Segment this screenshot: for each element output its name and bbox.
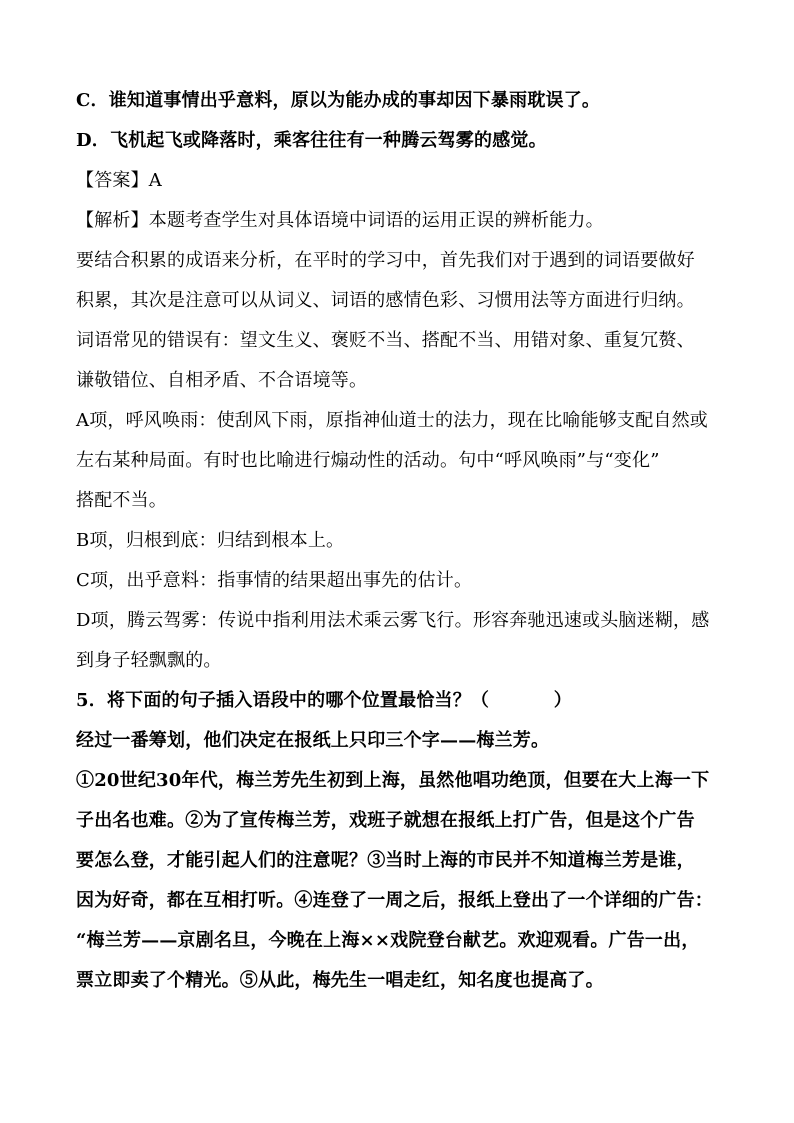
analysis-intro: 【解析】本题考查学生对具体语境中词语的运用正误的辨析能力。 (76, 210, 604, 231)
question-5-passage-line: 要怎么登，才能引起人们的注意呢？③当时上海的市民并不知道梅兰芳是谁， (76, 850, 695, 871)
analysis-line: 积累，其次是注意可以从词义、词语的感情色彩、习惯用法等方面进行归纳。 (76, 290, 695, 311)
document-page (76, 81, 736, 1001)
question-5-passage-line: 因为好奇，都在互相打听。④连登了一周之后，报纸上登出了一个详细的广告： (76, 890, 713, 911)
analysis-item-d: D项，腾云驾雾：传说中指利用法术乘云雾飞行。形容奔驰迅速或头脑迷糊，感 (76, 610, 710, 631)
question-5-stem: 5．将下面的句子插入语段中的哪个位置最恰当？（ ） (76, 690, 572, 711)
question-5-passage-line: ①20世纪30年代，梅兰芳先生初到上海，虽然他唱功绝顶，但要在大上海一下 (76, 770, 710, 791)
question-5-passage-line: 票立即卖了个精光。⑤从此，梅先生一唱走红，知名度也提高了。 (76, 970, 604, 991)
option-c: C．谁知道事情出乎意料，原以为能办成的事却因下暴雨耽误了。 (76, 90, 601, 111)
analysis-item-a: 搭配不当。 (76, 490, 167, 511)
analysis-item-a: 左右某种局面。有时也比喻进行煽动性的活动。句中“呼风唤雨”与“变化” (76, 450, 660, 471)
analysis-line: 要结合积累的成语来分析，在平时的学习中，首先我们对于遇到的词语要做好 (76, 250, 695, 271)
analysis-item-b: B项，归根到底：归结到根本上。 (76, 530, 345, 551)
analysis-item-a: A项，呼风唤雨：使刮风下雨，原指神仙道士的法力，现在比喻能够支配自然或 (76, 410, 708, 431)
analysis-line: 词语常见的错误有：望文生义、褒贬不当、搭配不当、用错对象、重复冗赘、 (76, 330, 695, 351)
question-5-passage-line: “梅兰芳——京剧名旦，今晚在上海××戏院登台献艺。欢迎观看。广告一出， (76, 930, 700, 951)
question-5-passage-line: 子出名也难。②为了宣传梅兰芳，戏班子就想在报纸上打广告，但是这个广告 (76, 810, 695, 831)
analysis-item-d: 到身子轻飘飘的。 (76, 650, 222, 671)
question-5-sentence: 经过一番筹划，他们决定在报纸上只印三个字——梅兰芳。 (76, 730, 550, 751)
answer-label: 【答案】A (76, 170, 162, 191)
analysis-line: 谦敬错位、自相矛盾、不合语境等。 (76, 370, 368, 391)
option-d: D．飞机起飞或降落时，乘客往往有一种腾云驾雾的感觉。 (76, 130, 547, 151)
analysis-item-c: C项，出乎意料：指事情的结果超出事先的估计。 (76, 570, 473, 591)
